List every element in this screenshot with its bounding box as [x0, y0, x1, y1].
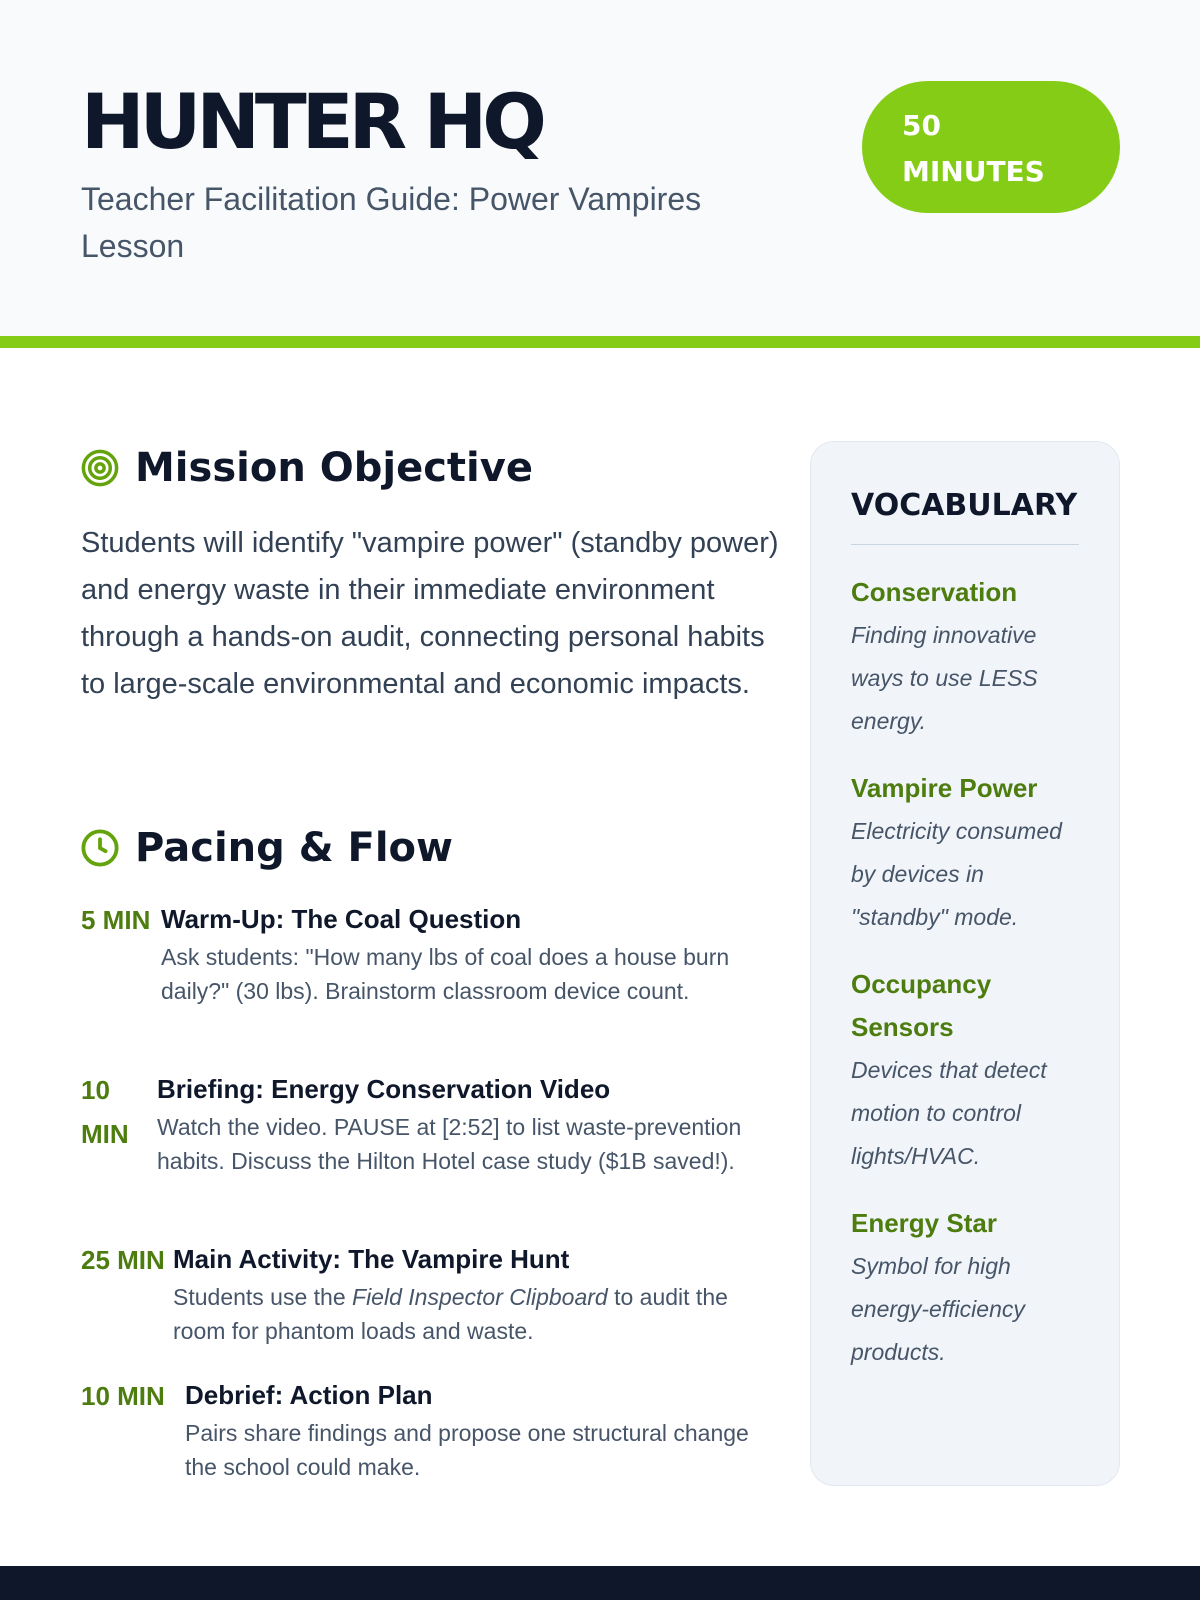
vocab-term-occupancy-sensors: Occupancy Sensors	[851, 969, 992, 1042]
pacing-item-description: Ask students: "How many lbs of coal does a house burn daily?" (30 lbs). Brainstorm classroom device count.	[161, 944, 730, 1004]
pacing-item-title: Debrief: Action Plan	[185, 1380, 433, 1410]
page-header	[0, 0, 1200, 348]
pacing-item-description: Pairs share findings and propose one structural change the school could make.	[185, 1420, 749, 1480]
pacing-body	[185, 1378, 771, 1484]
mission-objective-heading	[81, 438, 533, 498]
pacing-body	[173, 1242, 771, 1348]
pacing-item-description	[173, 1280, 771, 1348]
mission-objective-text: Students will identify "vampire power" (standby power) and energy waste in their immediate environment through a hands-on audit, connecting personal habits to large-scale environmental and economic impacts.	[81, 527, 779, 700]
vocabulary-heading: VOCABULARY	[851, 486, 1079, 545]
pacing-title: Pacing & Flow	[135, 825, 453, 871]
duration-badge	[862, 81, 1120, 213]
vocabulary-card	[810, 441, 1120, 1486]
brand-title: HUNTER HQ	[81, 77, 542, 166]
pacing-item-main-activity	[81, 1242, 771, 1348]
vocab-term-conservation: Conservation	[851, 577, 1018, 607]
pacing-time: 25 MIN	[81, 1245, 165, 1275]
pacing-item-title: Main Activity: The Vampire Hunt	[173, 1244, 570, 1274]
pacing-item-debrief	[81, 1378, 771, 1484]
pacing-item-briefing	[81, 1072, 771, 1178]
duration-number: 50	[902, 109, 941, 142]
pacing-time: 5 MIN	[81, 905, 151, 935]
pacing-item-title: Warm-Up: The Coal Question	[161, 904, 522, 934]
pacing-item-title: Briefing: Energy Conservation Video	[157, 1074, 611, 1104]
vocab-term-energy-star: Energy Star	[851, 1208, 997, 1238]
vocab-definition: Devices that detect motion to control lights/HVAC.	[851, 1057, 1047, 1169]
description-text: to audit the room for phantom loads and waste.	[173, 1284, 728, 1344]
pacing-item-warm-up	[81, 902, 771, 1008]
description-text: Students use the	[173, 1284, 353, 1310]
duration-unit: MINUTES	[902, 155, 1045, 188]
vocab-definition: Symbol for high energy-efficiency products.	[851, 1253, 1025, 1365]
pacing-item-description: Watch the video. PAUSE at [2:52] to list waste-prevention habits. Discuss the Hilton Hotel case study ($1B saved!).	[157, 1114, 742, 1174]
vocab-definition: Finding innovative ways to use LESS energy.	[851, 622, 1038, 734]
vocab-definition: Electricity consumed by devices in "standby" mode.	[851, 818, 1062, 930]
clock-icon	[81, 829, 119, 867]
vocab-term-vampire-power: Vampire Power	[851, 773, 1038, 803]
pacing-body	[157, 1072, 771, 1178]
footer-bar	[0, 1566, 1200, 1600]
field-inspector-clipboard-reference: Field Inspector Clipboard	[352, 1284, 608, 1310]
page-subtitle: Teacher Facilitation Guide: Power Vampires Lesson	[81, 181, 702, 264]
pacing-body	[161, 902, 771, 1008]
pacing-heading	[81, 818, 453, 878]
pacing-time: 10 MIN	[81, 1075, 129, 1149]
target-icon	[81, 449, 119, 487]
pacing-time: 10 MIN	[81, 1381, 165, 1411]
mission-objective-title: Mission Objective	[135, 445, 533, 491]
